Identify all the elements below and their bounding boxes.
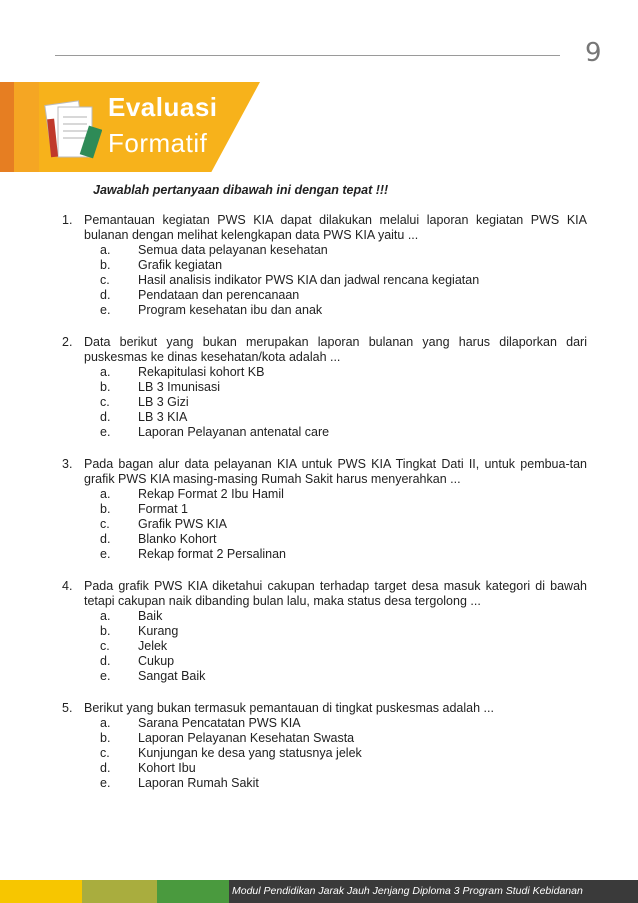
question-text: Data berikut yang bukan merupakan laporan bulanan yang harus dilaporkan dari puskesmas ke dinas kesehatan/kota adalah ... — [84, 335, 587, 364]
option-text: Laporan Rumah Sakit — [138, 776, 259, 790]
banner-stripe-light — [14, 82, 39, 172]
option-letter: c. — [100, 517, 110, 531]
option-letter: a. — [100, 243, 111, 257]
page-number: 9 — [585, 38, 602, 68]
answer-option — [62, 517, 587, 532]
answer-option — [62, 487, 587, 502]
footer-text: Modul Pendidikan Jarak Jauh Jenjang Diploma 3 Program Studi Kebidanan — [232, 885, 583, 897]
option-letter: b. — [100, 258, 111, 272]
question-item — [62, 457, 587, 562]
question-number: 3. — [62, 457, 73, 471]
option-text: Grafik PWS KIA — [138, 517, 227, 531]
answer-option — [62, 746, 587, 761]
option-letter: a. — [100, 487, 111, 501]
answer-option — [62, 502, 587, 517]
answer-option — [62, 532, 587, 547]
answer-option — [62, 395, 587, 410]
option-text: Kunjungan ke desa yang statusnya jelek — [138, 746, 362, 760]
option-text: Grafik kegiatan — [138, 258, 223, 272]
option-letter: c. — [100, 639, 110, 653]
question-list — [62, 213, 587, 808]
question-text: Pemantauan kegiatan PWS KIA dapat dilakukan melalui laporan kegiatan PWS KIA bulanan dengan melihat kelengkapan data PWS KIA yaitu ... — [84, 213, 587, 242]
option-letter: b. — [100, 502, 111, 516]
question-item — [62, 335, 587, 440]
option-text: Laporan Pelayanan antenatal care — [138, 425, 330, 439]
option-letter: b. — [100, 380, 111, 394]
answer-option — [62, 380, 587, 395]
option-text: LB 3 Imunisasi — [138, 380, 220, 394]
answer-option — [62, 258, 587, 273]
answer-option — [62, 365, 587, 380]
option-letter: c. — [100, 395, 110, 409]
option-text: Rekap format 2 Persalinan — [138, 547, 286, 561]
option-text: Sangat Baik — [138, 669, 206, 683]
answer-option — [62, 731, 587, 746]
answer-option — [62, 410, 587, 425]
option-letter: d. — [100, 761, 111, 775]
banner-stripe-dark — [0, 82, 14, 172]
option-text: Laporan Pelayanan Kesehatan Swasta — [138, 731, 355, 745]
question-number: 4. — [62, 579, 73, 593]
footer-segment-olive — [82, 880, 157, 903]
question-number: 1. — [62, 213, 73, 227]
option-letter: c. — [100, 273, 110, 287]
option-letter: e. — [100, 547, 111, 561]
answer-option — [62, 639, 587, 654]
option-text: LB 3 KIA — [138, 410, 188, 424]
option-text: Sarana Pencatatan PWS KIA — [138, 716, 301, 730]
answer-option — [62, 716, 587, 731]
option-text: Kurang — [138, 624, 179, 638]
footer-bar — [0, 880, 638, 903]
question-number: 2. — [62, 335, 73, 349]
section-banner — [0, 82, 260, 172]
question-text: Berikut yang bukan termasuk pemantauan di tingkat puskesmas adalah ... — [84, 701, 494, 715]
option-letter: d. — [100, 410, 111, 424]
document-icon — [44, 97, 102, 163]
option-letter: e. — [100, 669, 111, 683]
option-text: Rekapitulasi kohort KB — [138, 365, 265, 379]
answer-option — [62, 761, 587, 776]
option-text: Rekap Format 2 Ibu Hamil — [138, 487, 284, 501]
option-letter: e. — [100, 776, 111, 790]
option-letter: a. — [100, 609, 111, 623]
answer-option — [62, 243, 587, 258]
footer-segment-green — [157, 880, 229, 903]
banner-title-line2: Formatif — [108, 128, 208, 158]
answer-option — [62, 273, 587, 288]
question-text: Pada grafik PWS KIA diketahui cakupan terhadap target desa masuk kategori di bawah tetapi cakupan naik dibanding bulan lalu, maka status desa tergolong ... — [84, 579, 587, 608]
option-letter: a. — [100, 365, 111, 379]
option-text: Baik — [138, 609, 163, 623]
option-letter: d. — [100, 654, 111, 668]
answer-option — [62, 609, 587, 624]
option-letter: d. — [100, 532, 111, 546]
option-letter: d. — [100, 288, 111, 302]
option-letter: a. — [100, 716, 111, 730]
option-text: Hasil analisis indikator PWS KIA dan jadwal rencana kegiatan — [138, 273, 480, 287]
option-text: Program kesehatan ibu dan anak — [138, 303, 323, 317]
banner-title-line1: Evaluasi — [108, 92, 218, 122]
answer-option — [62, 288, 587, 303]
option-letter: b. — [100, 731, 111, 745]
option-letter: c. — [100, 746, 110, 760]
option-text: Semua data pelayanan kesehatan — [138, 243, 328, 257]
question-item — [62, 579, 587, 684]
answer-option — [62, 654, 587, 669]
answer-option — [62, 669, 587, 684]
instruction-text: Jawablah pertanyaan dibawah ini dengan tepat !!! — [93, 183, 389, 197]
footer-segment-yellow — [0, 880, 82, 903]
option-text: Format 1 — [138, 502, 189, 516]
option-text: LB 3 Gizi — [138, 395, 189, 409]
option-letter: b. — [100, 624, 111, 638]
option-letter: e. — [100, 425, 111, 439]
question-number: 5. — [62, 701, 73, 715]
option-text: Kohort Ibu — [138, 761, 196, 775]
option-text: Blanko Kohort — [138, 532, 217, 546]
header-rule — [55, 55, 560, 56]
answer-option — [62, 776, 587, 791]
question-text: Pada bagan alur data pelayanan KIA untuk PWS KIA Tingkat Dati II, untuk pembua-tan grafik PWS KIA masing-masing Rumah Sakit harus menyerahkan ... — [84, 457, 587, 486]
option-text: Jelek — [138, 639, 168, 653]
question-item — [62, 701, 587, 791]
option-letter: e. — [100, 303, 111, 317]
option-text: Pendataan dan perencanaan — [138, 288, 300, 302]
answer-option — [62, 547, 587, 562]
answer-option — [62, 303, 587, 318]
answer-option — [62, 624, 587, 639]
answer-option — [62, 425, 587, 440]
question-item — [62, 213, 587, 318]
option-text: Cukup — [138, 654, 175, 668]
